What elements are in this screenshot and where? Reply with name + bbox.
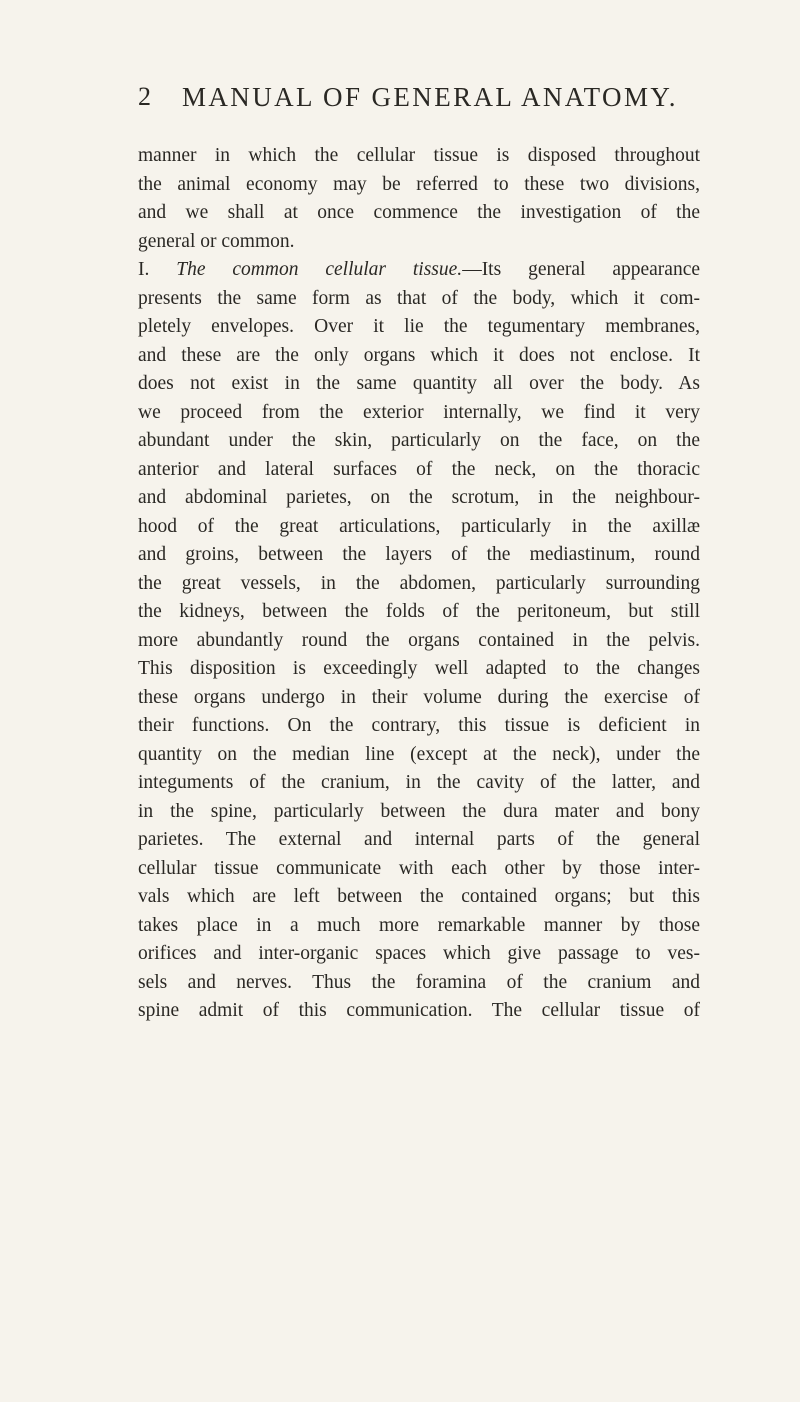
text-line: hood of the great articulations, particularly in the axillæ — [138, 515, 700, 537]
section-number: I. — [138, 259, 177, 280]
section-heading-line — [138, 256, 700, 285]
text-line: more abundantly round the organs contained in the pelvis. — [138, 629, 700, 651]
text-line: This disposition is exceedingly well adapted to the changes — [138, 658, 700, 679]
text-line: the kidneys, between the folds of the peritoneum, but still — [138, 601, 700, 622]
text-line: parietes. The external and internal parts of the general — [138, 829, 700, 850]
text-line: abundant under the skin, particularly on the face, on the — [138, 430, 700, 451]
text-line: we proceed from the exterior internally, we find it very — [138, 401, 700, 423]
text-line: and these are the only organs which it does not enclose. It — [138, 344, 700, 366]
text-line: cellular tissue communicate with each other by those inter- — [138, 857, 700, 879]
text-line: general or common. — [138, 230, 295, 252]
text-line: pletely envelopes. Over it lie the tegumentary membranes, — [138, 316, 700, 337]
text-line: and abdominal parietes, on the scrotum, in the neighbour- — [138, 487, 700, 508]
text-line: their functions. On the contrary, this tissue is deficient in — [138, 715, 700, 736]
text-line: quantity on the median line (except at the neck), under the — [138, 743, 700, 765]
running-head — [138, 82, 698, 118]
text-line: these organs undergo in their volume during the exercise of — [138, 686, 700, 708]
body-text — [138, 142, 700, 1026]
text-line: orifices and inter-organic spaces which give passage to ves- — [138, 943, 700, 964]
section-heading: The common cellular tissue. — [176, 259, 463, 280]
text-line: anterior and lateral surfaces of the neck, on the thoracic — [138, 458, 700, 480]
text-line: does not exist in the same quantity all over the body. As — [138, 373, 700, 394]
text-line: vals which are left between the contained organs; but this — [138, 886, 700, 907]
text-line: in the spine, particularly between the dura mater and bony — [138, 800, 700, 822]
page-number: 2 — [138, 82, 152, 111]
text-line: presents the same form as that of the body, which it com- — [138, 287, 700, 309]
text-line: the animal economy may be referred to these two divisions, — [138, 173, 700, 195]
text-line: integuments of the cranium, in the cavity of the latter, and — [138, 772, 700, 793]
running-title: MANUAL OF GENERAL ANATOMY. — [182, 82, 678, 112]
text-line: manner in which the cellular tissue is disposed throughout — [138, 145, 700, 166]
text-line: and groins, between the layers of the mediastinum, round — [138, 544, 700, 565]
text-line: and we shall at once commence the investigation of the — [138, 202, 700, 223]
text-line: sels and nerves. Thus the foramina of the cranium and — [138, 971, 700, 993]
text-line: spine admit of this communication. The cellular tissue of — [138, 1000, 700, 1021]
text-line: the great vessels, in the abdomen, particularly surrounding — [138, 572, 700, 594]
text-line-rest: —Its general appearance — [462, 259, 701, 280]
text-line: takes place in a much more remarkable manner by those — [138, 914, 700, 936]
